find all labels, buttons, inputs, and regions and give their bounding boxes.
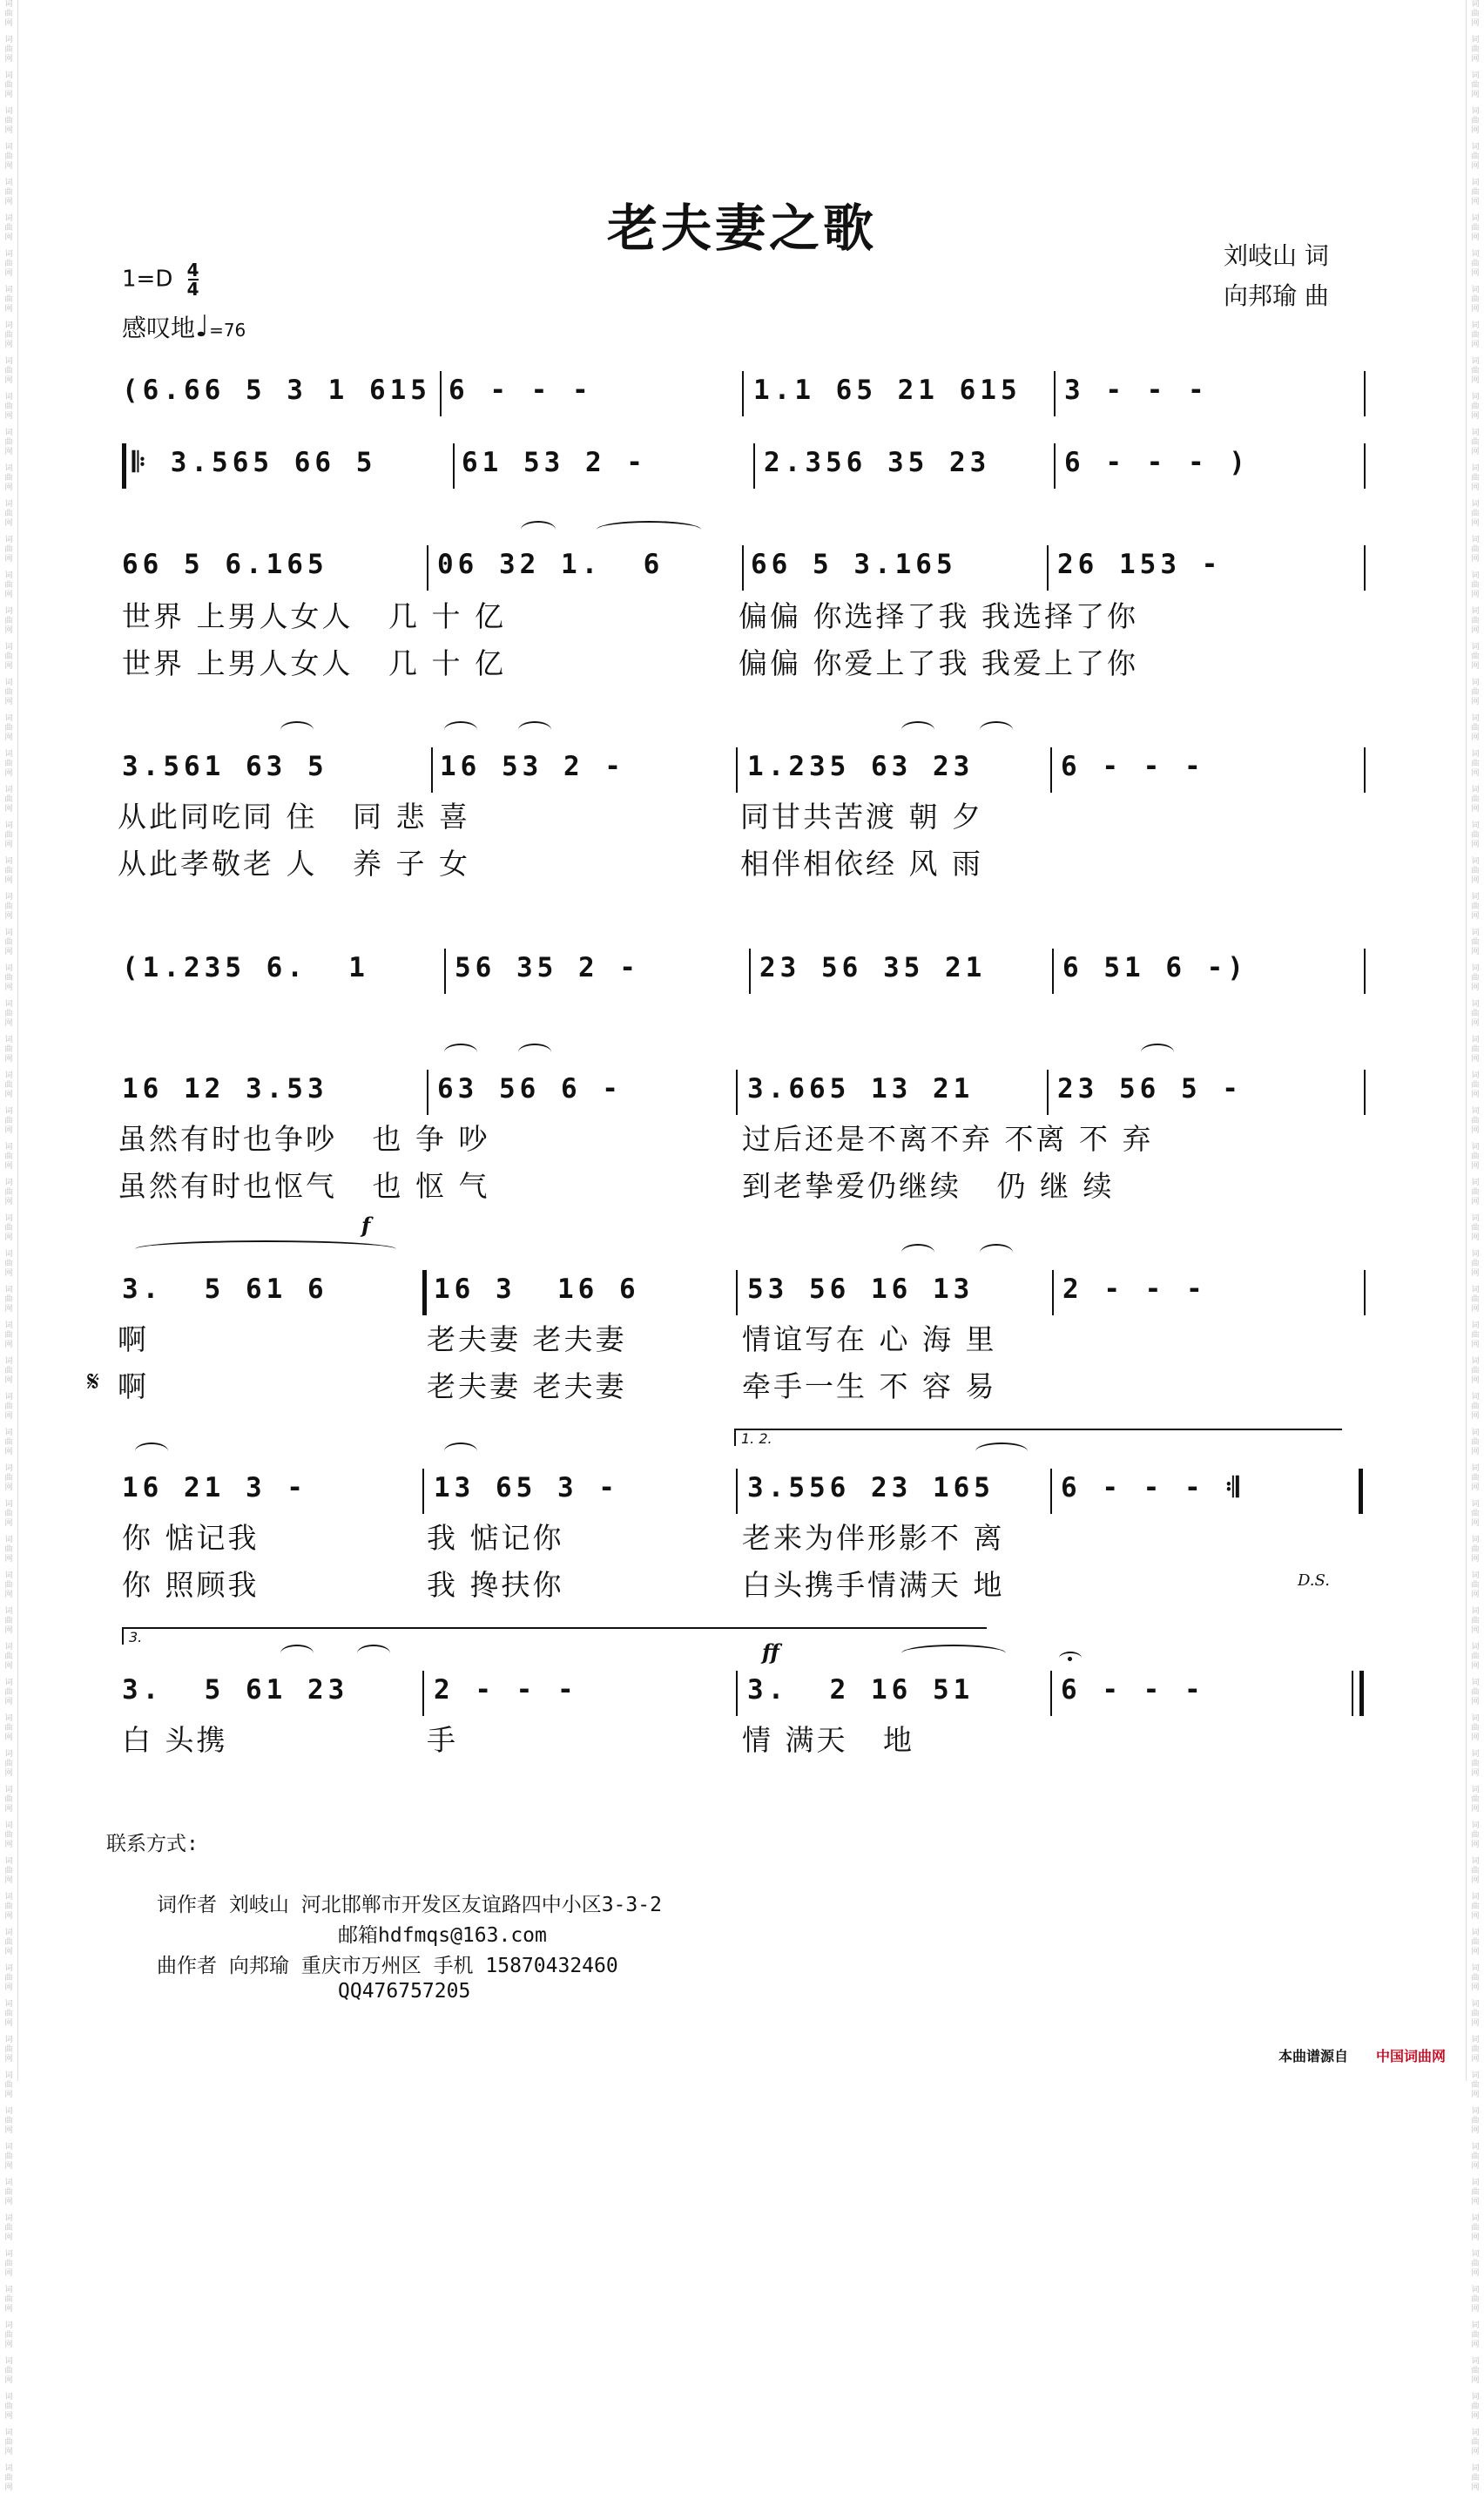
slur-mark: [901, 1244, 934, 1261]
lyric-line: 老夫妻 老夫妻: [427, 1369, 627, 1403]
lyric-line: 偏偏 你爱上了我 我爱上了你: [739, 646, 1138, 680]
measure: 26 153 -: [1057, 549, 1223, 580]
time-signature: [187, 261, 199, 298]
lyric-line: 情 满天 地: [742, 1723, 914, 1757]
lyric-line: 同甘共苦渡 朝 夕: [740, 800, 983, 834]
bar-line: [422, 1469, 424, 1514]
measure: 6 - - -: [1061, 751, 1205, 782]
song-title: 老夫妻之歌: [606, 199, 877, 258]
lyric-line: 啊: [118, 1369, 149, 1403]
slur-mark: [521, 521, 556, 538]
slur-mark: [135, 1240, 396, 1258]
slur-mark: [597, 521, 701, 538]
measure: 2 - - -: [434, 1674, 578, 1706]
repeat-end-bar: [1359, 1469, 1363, 1514]
measure: 3. 5 61 6: [122, 1274, 328, 1305]
bar-line: [749, 949, 751, 994]
measure: 6 - - - ): [1064, 447, 1250, 478]
lyric-line: 情谊写在 心 海 里: [742, 1322, 997, 1356]
lyric-line: 手: [427, 1723, 458, 1757]
slur-mark: [518, 1044, 551, 1061]
lyric-line: 你 惦记我: [122, 1521, 260, 1555]
slur-mark: [980, 721, 1013, 739]
key-label: 1=D: [122, 266, 173, 293]
measure: 66 5 6.165: [122, 549, 328, 580]
measure: 56 35 2 -: [455, 952, 640, 983]
repeat-start-bar: [122, 443, 126, 489]
notes-row: [122, 540, 1367, 592]
measure: 2 - - -: [1062, 1274, 1207, 1305]
slur-mark: [444, 721, 477, 739]
measure: (6.66 5 3 1 615: [122, 375, 431, 406]
notes-row: [122, 1665, 1367, 1718]
lyric-line: 世界 上男人女人 几 十 亿: [122, 599, 506, 633]
footer-source-site[interactable]: 中国词曲网: [1376, 2048, 1447, 2064]
bar-line: [736, 1070, 738, 1115]
measure: 53 56 16 13: [747, 1274, 975, 1305]
bar-line: [1047, 545, 1049, 591]
notes-row: [122, 1265, 1367, 1317]
lyric-line: 世界 上男人女人 几 十 亿: [122, 646, 506, 680]
measure: 3.556 23 165: [747, 1472, 995, 1503]
slur-mark: [901, 1645, 1006, 1662]
bar-line: [742, 545, 744, 591]
measure: 3.561 63 5: [122, 751, 328, 782]
lyric-line: 虽然有时也争吵 也 争 吵: [118, 1122, 490, 1156]
measure: 6 - - -: [449, 375, 593, 406]
bar-line: [736, 1469, 738, 1514]
lyric-line: 我 搀扶你: [427, 1568, 564, 1602]
bar-line: [1050, 1671, 1052, 1716]
contact-qq: QQ476757205: [338, 1980, 471, 2003]
measure: (1.235 6. 1: [122, 952, 369, 983]
bar-line: [1364, 747, 1366, 793]
slur-mark: [444, 1442, 477, 1460]
measure: 2.356 35 23: [764, 447, 991, 478]
measure: 23 56 35 21: [759, 952, 987, 983]
lyric-line: 相伴相依经 风 雨: [740, 847, 983, 881]
left-watermark-strip: 词 曲 网 词 曲 网 词 曲 网 词 曲 网 词 曲 网 词 曲 网 词 曲 网 词 曲 网 词 曲 网 词 曲 网 词 曲 网 词 曲 网 词 曲 网 词 曲 网 词 曲 网 词 曲 网 词 曲 网 词 曲 网 词 曲 网 词 曲 网 词 曲 网 词 曲 网 词 曲 网 词 曲 网 词 曲 网 词 曲 网 词 曲 网 词 曲 网 词 曲 网 词 曲 网 词 曲 网 词 曲 网 词 曲 网 词 曲 网 词 曲 网 词 曲 网 词 曲 网 词 曲 网 词 曲 网 词 曲 网 词 曲 网 词 曲 网 词 曲 网 词 曲 网 词 曲 网 词 曲 网 词 曲 网 词 曲 网 词 曲 网 词 曲 网 词 曲 网 词 曲 网 词 曲 网 词 曲 网 词 曲 网 词 曲 网 词 曲 网 词 曲 网 词 曲 网 词 曲 网 词 曲 网 词 曲 网 词 曲 网 词 曲 网 词 曲 网 词 曲 网 词 曲 网 词 曲 网 词 曲 网 词 曲 网: [0, 0, 18, 2081]
footer-source-label: 本曲谱源自: [1278, 2048, 1349, 2064]
measure: 66 5 3.165: [751, 549, 957, 580]
bar-line: [1050, 747, 1052, 793]
lyric-line: 啊: [118, 1322, 149, 1356]
bar-line: [422, 1671, 424, 1716]
measure: 3 - - -: [1064, 375, 1209, 406]
bar-line: [753, 443, 755, 489]
measure: 16 12 3.53: [122, 1073, 328, 1105]
tempo-marking: [122, 309, 246, 344]
measure: 1.1 65 21 615: [753, 375, 1022, 406]
lyric-line: 白 头携: [122, 1723, 228, 1757]
bar-line: [453, 443, 455, 489]
measure: 61 53 2 -: [462, 447, 647, 478]
notes-row: [122, 1463, 1367, 1516]
bar-line: [427, 1070, 428, 1115]
slur-mark: [444, 1044, 477, 1061]
bar-line: [1052, 949, 1054, 994]
bar-line: [1364, 949, 1366, 994]
lyric-line: 偏偏 你选择了我 我选择了你: [739, 599, 1138, 633]
composer-credit: 向邦瑜 曲: [1224, 281, 1329, 310]
measure: 𝄆 3.565 66 5: [132, 447, 377, 478]
bar-line: [422, 1270, 427, 1315]
measure: 3.665 13 21: [747, 1073, 975, 1105]
bar-line: [1364, 1070, 1366, 1115]
lyric-line: 我 惦记你: [427, 1521, 564, 1555]
lyricist-credit: 刘岐山 词: [1224, 241, 1329, 270]
bar-line: [440, 371, 442, 416]
bar-line: [1054, 443, 1056, 489]
bar-line: [736, 1671, 738, 1716]
slur-mark: [980, 1244, 1013, 1261]
measure: 13 65 3 -: [434, 1472, 619, 1503]
bar-line: [444, 949, 446, 994]
measure: 3. 2 16 51: [747, 1674, 975, 1706]
lyric-line: 白头携手情满天 地: [742, 1568, 1005, 1602]
lyric-line: 过后还是不离不弃 不离 不 弃: [742, 1122, 1154, 1156]
volta-3: 3.: [122, 1627, 987, 1645]
bar-line: [1050, 1469, 1052, 1514]
lyric-line: 老来为伴形影不 离: [742, 1521, 1005, 1555]
time-top: 4: [186, 260, 199, 280]
bar-line: [1364, 443, 1366, 489]
measure: 23 56 5 -: [1057, 1073, 1243, 1105]
time-bottom: 4: [186, 279, 199, 300]
final-bar: [1352, 1671, 1353, 1716]
measure: 3. 5 61 23: [122, 1674, 349, 1706]
tempo-text: 感叹地: [122, 314, 196, 342]
fermata-icon: [1059, 1652, 1082, 1665]
notes-row: [122, 742, 1367, 794]
lyric-line: 老夫妻 老夫妻: [427, 1322, 627, 1356]
lyric-line: 牵手一生 不 容 易: [742, 1369, 997, 1403]
contact-email: 邮箱hdfmqs@163.com: [338, 1924, 547, 1947]
slur-mark: [280, 721, 314, 739]
bar-line: [736, 747, 738, 793]
volta-1-2: 1. 2.: [734, 1429, 1342, 1446]
lyric-line: 到老挚爱仍继续 仍 继 续: [742, 1169, 1115, 1203]
measure: 16 21 3 -: [122, 1472, 307, 1503]
forte-mark: f: [361, 1213, 371, 1238]
contact-line: 曲作者 向邦瑜 重庆市万州区 手机 15870432460: [157, 1955, 618, 1977]
lyric-line: 虽然有时也怄气 也 怄 气: [118, 1169, 490, 1203]
measure: 06 32 1. 6: [437, 549, 664, 580]
slur-mark: [280, 1645, 314, 1662]
key-signature: [122, 261, 199, 298]
bar-line: [1364, 371, 1366, 416]
lyric-line: 你 照顾我: [122, 1568, 260, 1602]
notes-row: [122, 438, 1367, 490]
slur-mark: [975, 1442, 1028, 1460]
tempo-value: =76: [209, 320, 246, 341]
notes-row: [122, 1064, 1367, 1117]
dal-segno-mark: D.S.: [1298, 1571, 1330, 1590]
bar-line: [1047, 1070, 1049, 1115]
quarter-note-icon: ♩: [195, 309, 210, 344]
measure: 6 51 6 -): [1062, 952, 1248, 983]
slur-mark: [357, 1645, 390, 1662]
measure: 16 53 2 -: [440, 751, 625, 782]
bar-line: [1054, 371, 1056, 416]
measure: 16 3 16 6: [434, 1274, 640, 1305]
measure: 6 - - - 𝄇: [1061, 1472, 1244, 1503]
slur-mark: [518, 721, 551, 739]
notes-row: [122, 943, 1367, 996]
bar-line: [1052, 1270, 1054, 1315]
measure: 63 56 6 -: [437, 1073, 623, 1105]
contact-heading: 联系方式:: [106, 1833, 199, 1855]
right-watermark-strip: 词 曲 网 词 曲 网 词 曲 网 词 曲 网 词 曲 网 词 曲 网 词 曲 网 词 曲 网 词 曲 网 词 曲 网 词 曲 网 词 曲 网 词 曲 网 词 曲 网 词 曲 网 词 曲 网 词 曲 网 词 曲 网 词 曲 网 词 曲 网 词 曲 网 词 曲 网 词 曲 网 词 曲 网 词 曲 网 词 曲 网 词 曲 网 词 曲 网 词 曲 网 词 曲 网 词 曲 网 词 曲 网 词 曲 网 词 曲 网 词 曲 网 词 曲 网 词 曲 网 词 曲 网 词 曲 网 词 曲 网 词 曲 网 词 曲 网 词 曲 网 词 曲 网 词 曲 网 词 曲 网 词 曲 网 词 曲 网 词 曲 网 词 曲 网 词 曲 网 词 曲 网 词 曲 网 词 曲 网 词 曲 网 词 曲 网 词 曲 网 词 曲 网 词 曲 网 词 曲 网 词 曲 网 词 曲 网 词 曲 网 词 曲 网 词 曲 网 词 曲 网 词 曲 网 词 曲 网 词 曲 网 词 曲 网: [1466, 0, 1484, 2081]
lyric-line: 从此同吃同 住 同 悲 喜: [118, 800, 470, 834]
fortissimo-mark: ff: [762, 1639, 779, 1665]
notes-row: [122, 366, 1367, 418]
measure: 1.235 63 23: [747, 751, 975, 782]
measure: 6 - - -: [1061, 1674, 1205, 1706]
bar-line: [742, 371, 744, 416]
final-bar-thick: [1359, 1671, 1364, 1716]
bar-line: [427, 545, 428, 591]
bar-line: [1364, 545, 1366, 591]
segno-icon: 𝄋: [87, 1364, 103, 1398]
bar-line: [431, 747, 433, 793]
bar-line: [1364, 1270, 1366, 1315]
bar-line: [736, 1270, 738, 1315]
slur-mark: [135, 1442, 168, 1460]
lyric-line: 从此孝敬老 人 养 子 女: [118, 847, 470, 881]
slur-mark: [1141, 1044, 1174, 1061]
slur-mark: [901, 721, 934, 739]
contact-line: 词作者 刘岐山 河北邯郸市开发区友谊路四中小区3-3-2: [157, 1894, 662, 1916]
